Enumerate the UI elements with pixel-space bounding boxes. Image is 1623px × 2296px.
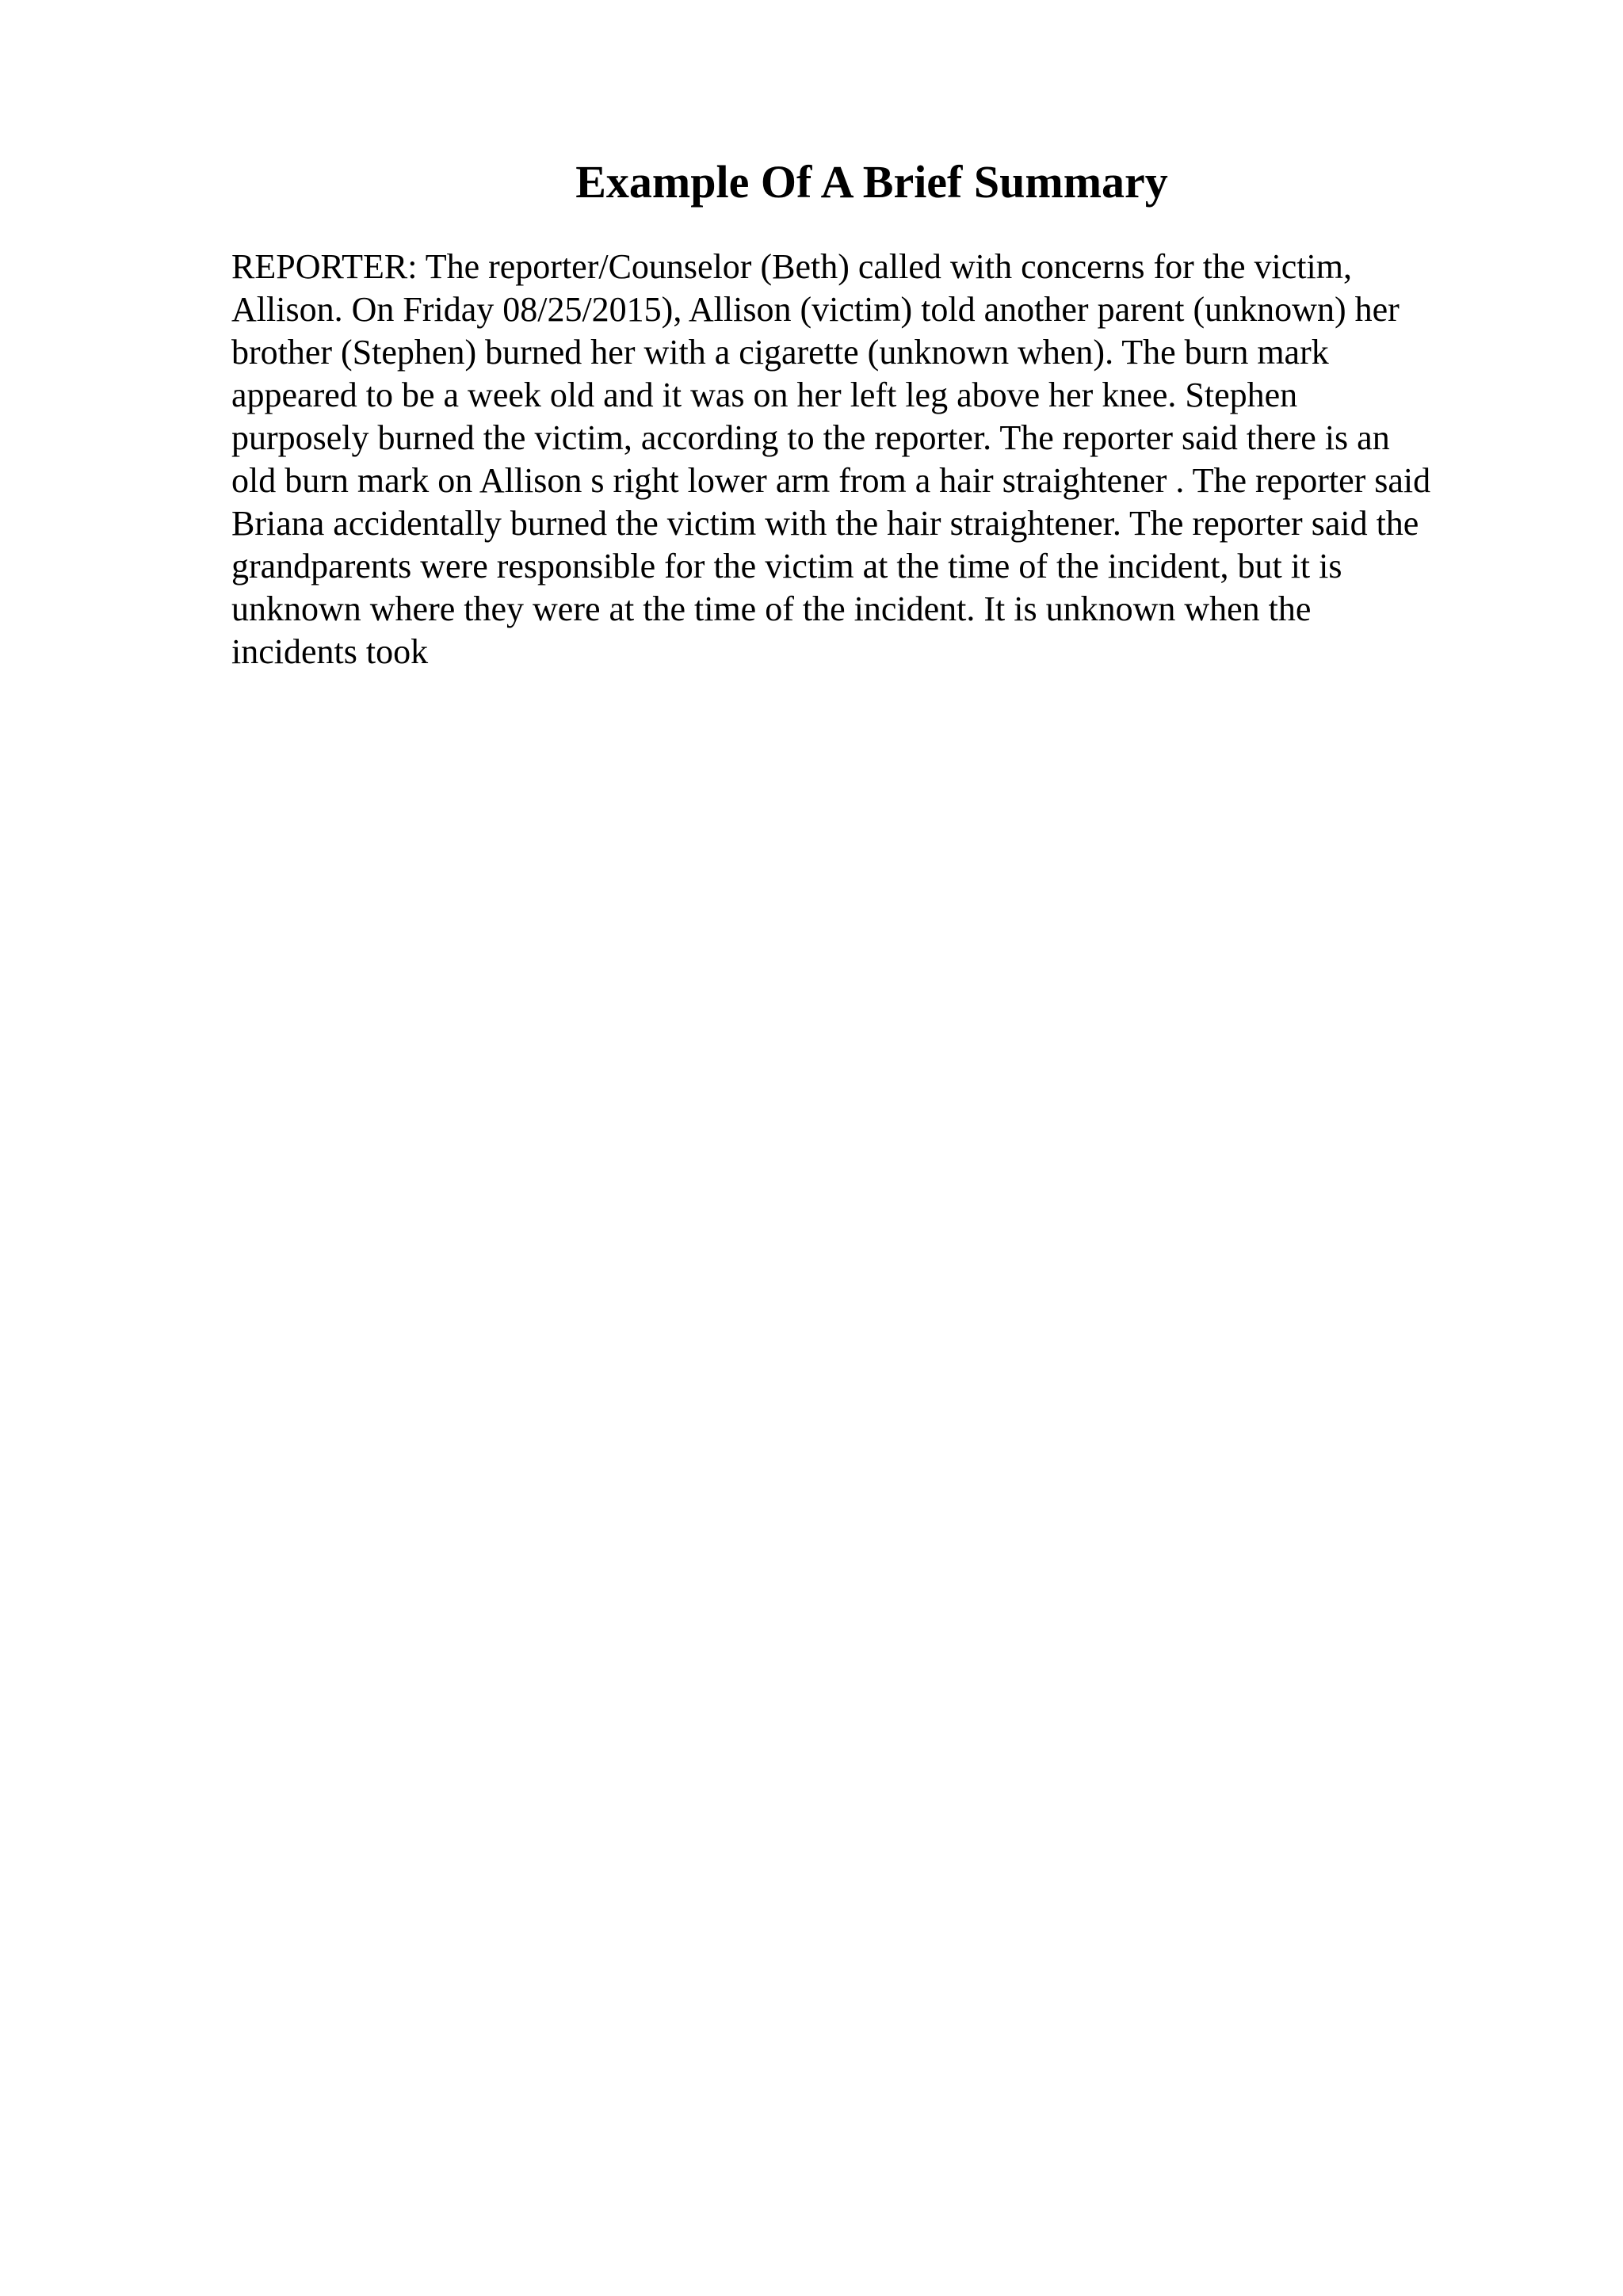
document-title: Example Of A Brief Summary [575,156,1168,208]
summary-paragraph [231,246,1515,673]
summary-line: purposely burned the victim, according to the reporter. The reporter said there is an [231,418,1390,457]
summary-line: grandparents were responsible for the victim at the time of the incident, but it is [231,547,1342,585]
summary-line: appeared to be a week old and it was on her left leg above her knee. Stephen [231,376,1298,414]
summary-line: unknown where they were at the time of the incident. It is unknown when the [231,589,1312,628]
summary-line: Allison. On Friday 08/25/2015), Allison (victim) told another parent (unknown) her [231,290,1400,329]
summary-line: REPORTER: The reporter/Counselor (Beth) called with concerns for the victim, [231,247,1352,286]
summary-line: brother (Stephen) burned her with a cigarette (unknown when). The burn mark [231,333,1329,372]
summary-line: old burn mark on Allison s right lower arm from a hair straightener . The reporter said [231,461,1431,500]
summary-line: incidents took [231,632,429,671]
summary-line: Briana accidentally burned the victim with the hair straightener. The reporter said the [231,504,1419,543]
